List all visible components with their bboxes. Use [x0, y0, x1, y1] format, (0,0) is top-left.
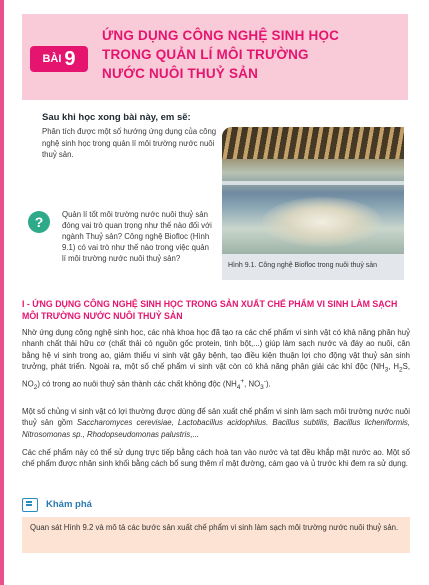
- p1-text-c: S, NO: [22, 362, 410, 389]
- p2-species-list: Saccharomyces cerevisiae, Lactobacillus acidophilus. Bacillus subtilis, Bacillus licheniformis, Nitrosomonas sp., Rhodopseudomonas palustris: [22, 418, 410, 439]
- lesson-title-line-2: TRONG QUẢN LÍ MÔI TRƯỜNG: [102, 47, 309, 62]
- learning-objectives: [42, 112, 218, 161]
- lesson-header: [22, 14, 408, 100]
- p1-text-b: , H: [388, 362, 399, 372]
- p1-sub-5: 3: [260, 384, 264, 392]
- figure-caption: Hình 9.1. Công nghệ Biofloc trong nuôi thuỷ sản: [228, 262, 378, 269]
- lesson-word: BÀI: [42, 53, 62, 65]
- p1-sub-1: 3: [384, 366, 389, 374]
- paragraph-2: [22, 406, 410, 440]
- lesson-number: 9: [64, 47, 76, 70]
- p1-sup-1: +: [240, 378, 245, 386]
- p1-text-e: , NO: [244, 379, 261, 389]
- p1-sub-2: 2: [399, 366, 403, 374]
- lesson-badge: [30, 46, 88, 72]
- p2-text-a: Một số chủng vi sinh vật có lợi thường được dùng để sản xuất chế phẩm vi sinh làm sạch môi trường nước nuôi thuỷ sản gồm: [22, 407, 410, 428]
- p1-sub-4: 4: [236, 384, 241, 392]
- p1-sup-2: -: [263, 378, 266, 386]
- photo-aerator-bar: [222, 181, 404, 185]
- p1-text-f: ).: [265, 379, 271, 389]
- explore-icon: [22, 498, 38, 512]
- section-heading: I - ỨNG DỤNG CÔNG NGHỆ SINH HỌC TRONG SẢN XUẤT CHẾ PHẨM VI SINH LÀM SẠCH MÔI TRƯỜNG NƯỚC NUÔI THUỶ SẢN: [22, 299, 398, 321]
- p1-text-a: Nhờ ứng dụng công nghệ sinh học, các nhà khoa học đã tạo ra các chế phẩm vi sinh vật có khả năng phân huỷ nhanh chất thải hữu cơ (chất thải có nguồn gốc protein, tinh bột,...) giúp làm sạch nước và đáy ao nuôi, cân bằng hệ vi sinh trong ao, giảm thiểu vi sinh vật gây bệnh, tạo điều kiện thuận lợi cho động vật thuỷ sản sinh trưởng, phát triển. Ngoài ra, một số chế phẩm vi sinh vật còn có khả năng phân giải các khí độc (NH: [22, 328, 410, 372]
- p2-text-b: ,...: [190, 429, 199, 439]
- p1-sub-3: 2: [33, 384, 38, 392]
- biofloc-photo: [222, 127, 404, 254]
- objectives-heading: Sau khi học xong bài này, em sẽ:: [42, 112, 191, 123]
- paragraph-1: [22, 327, 410, 394]
- explore-text: Quan sát Hình 9.2 và mô tả các bước sản xuất chế phẩm vi sinh làm sạch môi trường nước nuôi thuỷ sản.: [30, 523, 399, 532]
- question-icon: ?: [28, 211, 50, 233]
- explore-title: Khám phá: [46, 499, 92, 510]
- lesson-title-line-1: ỨNG DỤNG CÔNG NGHỆ SINH HỌC: [102, 28, 340, 43]
- paragraph-3: Các chế phẩm này có thể sử dụng trực tiếp bằng cách hoà tan vào nước và tạt đều khắp mặt nước ao. Một số chế phẩm được nhân sinh khối bằng cách bổ sung thêm rỉ mật đường, cám gạo và ủ trước khi đem ra sử dụng.: [22, 448, 410, 469]
- photo-roof: [222, 127, 404, 159]
- photo-water-foam: [262, 197, 382, 247]
- opening-question: Quản lí tốt môi trường nước nuôi thuỷ sản đóng vai trò quan trọng như thế nào đối với ngành Thuỷ sản? Công nghệ Biofloc (Hình 9.1) có vai trò như thế nào trong việc quản lí môi trường nước nuôi thuỷ sản?: [62, 210, 212, 263]
- objectives-text: Phân tích được một số hướng ứng dụng của công nghệ sinh học trong quản lí môi trường nước nuôi thuỷ sản.: [42, 127, 217, 159]
- p1-text-d: ) có trong ao nuôi thuỷ sản thành các chất không độc (NH: [37, 379, 237, 389]
- lesson-title: [102, 26, 402, 83]
- left-edge-stripe: [0, 0, 4, 585]
- lesson-title-line-3: NƯỚC NUÔI THUỶ SẢN: [102, 66, 259, 81]
